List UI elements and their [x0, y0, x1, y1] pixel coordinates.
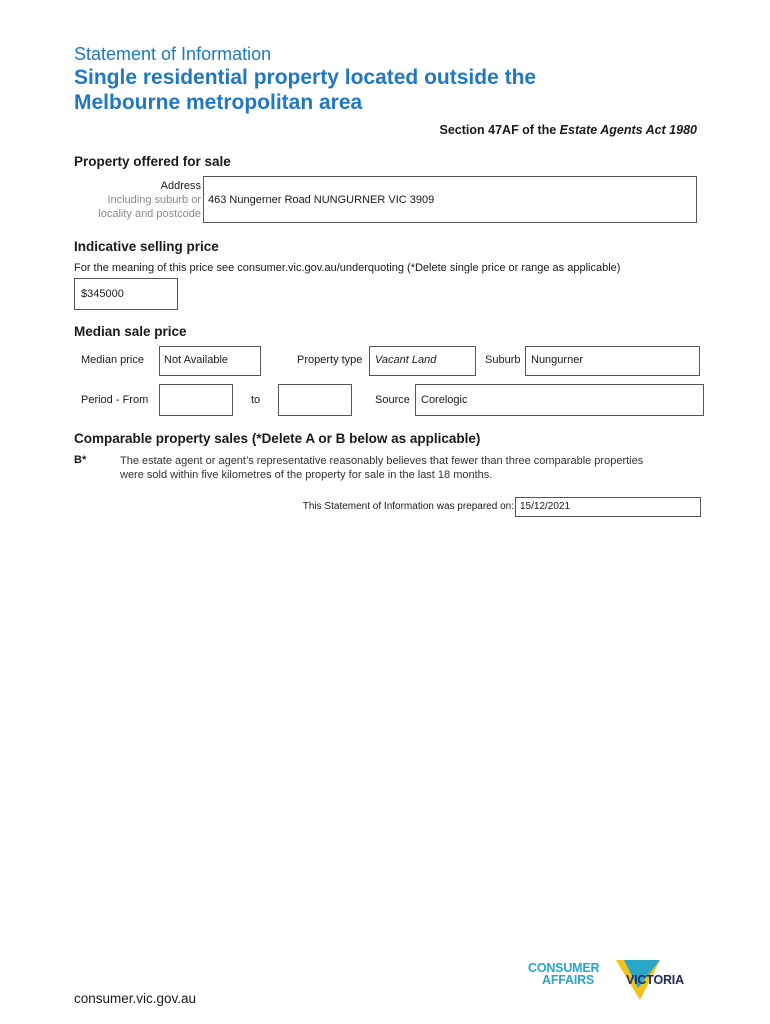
document-title	[74, 65, 694, 115]
median-heading: Median sale price	[74, 324, 187, 339]
property-heading: Property offered for sale	[74, 154, 231, 169]
source-field[interactable]	[415, 384, 704, 416]
prepared-on-label: This Statement of Information was prepared on:	[302, 501, 514, 512]
selling-price-field[interactable]	[74, 278, 178, 310]
consumer-affairs-victoria-logo	[528, 958, 708, 1008]
document-kicker: Statement of Information	[74, 44, 272, 64]
source-value: Corelogic	[421, 394, 468, 406]
comparable-text-line-1: The estate agent or agent’s representative reasonably believes that fewer than three comparable properties	[120, 455, 644, 467]
period-to-field[interactable]	[278, 384, 352, 416]
address-label-block	[60, 179, 201, 221]
legislation-reference	[440, 123, 697, 137]
address-label: Address	[160, 180, 201, 192]
title-line-1: Single residential property located outside the	[74, 66, 537, 89]
indicative-heading: Indicative selling price	[74, 239, 219, 254]
suburb-label: Suburb	[485, 354, 521, 366]
median-price-field[interactable]	[159, 346, 261, 376]
logo-affairs: AFFAIRS	[542, 973, 595, 987]
address-field[interactable]	[203, 176, 697, 223]
logo-consumer: CONSUMER	[528, 961, 600, 975]
indicative-note: For the meaning of this price see consumer.vic.gov.au/underquoting (*Delete single price or range as applicable)	[74, 262, 621, 274]
source-label: Source	[375, 394, 410, 406]
prepared-date-field[interactable]	[515, 497, 701, 517]
prepared-date-value: 15/12/2021	[520, 501, 571, 512]
period-from-field[interactable]	[159, 384, 233, 416]
title-line-2: Melbourne metropolitan area	[74, 91, 363, 114]
median-price-label: Median price	[81, 354, 144, 366]
property-type-value: Vacant Land	[375, 354, 437, 366]
section-prefix: Section 47AF of the	[439, 123, 560, 137]
address-hint-2: locality and postcode	[98, 208, 201, 220]
suburb-value: Nungurner	[531, 354, 583, 366]
logo-victoria: VICTORIA	[626, 973, 684, 987]
selling-price-value: $345000	[81, 288, 124, 300]
address-hint-1: Including suburb or	[107, 194, 201, 206]
suburb-field[interactable]	[525, 346, 700, 376]
option-marker: B*	[74, 454, 87, 466]
property-type-label: Property type	[297, 354, 363, 366]
property-type-field[interactable]	[369, 346, 476, 376]
comparable-statement	[120, 454, 643, 482]
comparable-text-line-2: were sold within five kilometres of the property for sale in the last 18 months.	[120, 469, 493, 481]
comparable-heading: Comparable property sales (*Delete A or B below as applicable)	[74, 431, 481, 446]
address-value: 463 Nungerner Road NUNGURNER VIC 3909	[208, 194, 435, 206]
period-from-label: Period - From	[81, 394, 149, 406]
act-name: Estate Agents Act 1980	[559, 123, 697, 137]
to-label: to	[251, 394, 261, 406]
median-price-value: Not Available	[164, 354, 229, 366]
footer-url: consumer.vic.gov.au	[74, 991, 197, 1006]
